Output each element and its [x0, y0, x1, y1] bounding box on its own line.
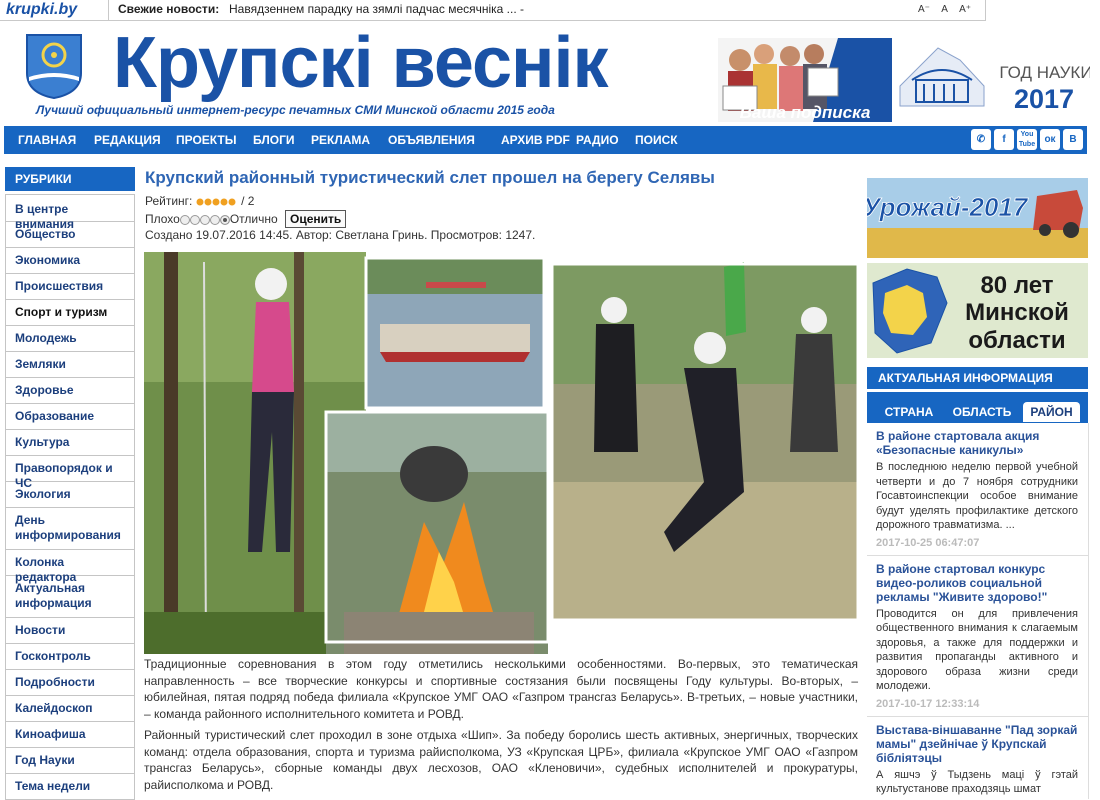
font-decrease-button[interactable]: A⁻ [918, 4, 930, 15]
rubric-society[interactable]: Общество [5, 222, 135, 248]
site-tagline: Лучший официальный интернет-ресурс печатных СМИ Минской области 2015 года [36, 103, 555, 117]
article-meta: Создано 19.07.2016 14:45. Автор: Светлана Гринь. Просмотров: 1247. [145, 228, 536, 242]
vote-bad-label: Плохо [145, 212, 180, 226]
font-normal-button[interactable]: A [941, 4, 948, 15]
rubric-countrymen[interactable]: Земляки [5, 352, 135, 378]
article-vote [145, 210, 346, 228]
nav-item-home[interactable]: ГЛАВНАЯ [18, 133, 77, 147]
year-of-science-banner-image [898, 46, 1090, 114]
rubric-sport-tourism[interactable]: Спорт и туризм [5, 300, 135, 326]
news-item-title[interactable]: В районе стартовала акция «Безопасные каникулы» [876, 429, 1040, 457]
rubric-youth[interactable]: Молодежь [5, 326, 135, 352]
vote-radio-5[interactable] [220, 215, 230, 225]
site-logo[interactable]: krupki.by [6, 1, 78, 18]
rubric-topic-of-week[interactable]: Тема недели [5, 774, 135, 800]
harvest-banner-image [867, 178, 1088, 258]
news-item-body: А яшчэ ў Тыдзень маці ў гэтай культустанове праходзяць шмат [876, 768, 1078, 795]
rubrics-heading-label: РУБРИКИ [15, 172, 72, 186]
font-increase-button[interactable]: A⁺ [959, 4, 972, 15]
district-news-list [867, 423, 1089, 799]
minsk-banner-line3: области [968, 327, 1066, 354]
article-photo-collage[interactable] [144, 252, 858, 654]
rubric-law-order[interactable]: Правопорядок и ЧС [5, 456, 135, 482]
top-bar [0, 0, 986, 21]
news-item-body: В последнюю неделю первой учебной четверти и до 7 ноября сотрудники Госавтоинспекции особое внимание будут уделять профилактике детского дорожного травматизма. ... [876, 461, 1078, 531]
minsk-banner-line1: 80 лет [980, 272, 1054, 299]
nav-item-radio[interactable]: РАДИО [576, 133, 619, 147]
vote-radio-3[interactable] [200, 215, 210, 225]
rubric-incidents[interactable]: Происшествия [5, 274, 135, 300]
nav-item-search[interactable]: ПОИСК [635, 133, 678, 147]
phone-icon[interactable]: ✆ [971, 129, 991, 150]
news-item-title[interactable]: Выстава-віншаванне "Пад зоркай мамы" дзейнічае ў Крупскай бібліятэцы [876, 722, 1078, 765]
subscription-banner-text: Ваша подписка [739, 103, 871, 122]
odnoklassniki-icon[interactable]: ок [1040, 129, 1060, 150]
vote-radio-1[interactable] [180, 215, 190, 225]
year-of-science-year: 2017 [1013, 84, 1075, 114]
tab-district[interactable]: РАЙОН [1023, 402, 1080, 422]
subscription-banner[interactable] [718, 38, 892, 122]
rubric-details[interactable]: Подробности [5, 670, 135, 696]
actual-info-heading-label: АКТУАЛЬНАЯ ИНФОРМАЦИЯ [878, 371, 1053, 385]
rubric-economy[interactable]: Экономика [5, 248, 135, 274]
fresh-news-label: Свежие новости: [118, 2, 220, 16]
rubric-movie-poster[interactable]: Киноафиша [5, 722, 135, 748]
fresh-news-ticker[interactable]: Навядзеннем парадку на зямлі падчас месячніка ... - [229, 2, 525, 16]
site-title[interactable]: Крупскі веснік [113, 23, 608, 103]
nav-item-blogs[interactable]: БЛОГИ [253, 133, 295, 147]
coat-of-arms-icon[interactable] [25, 33, 83, 99]
rubric-information-day[interactable]: День информирования [5, 508, 135, 550]
year-of-science-label: ГОД НАУКИ [999, 63, 1090, 82]
news-item-title[interactable]: В районе стартовал конкурс видео-роликов социальной рекламы "Живите здорово!" [876, 561, 1048, 604]
rating-count: / 2 [241, 194, 255, 208]
minsk-banner-line2: Минской [965, 299, 1069, 326]
article-rating [145, 194, 254, 208]
harvest-banner-text: Урожай-2017 [867, 192, 1028, 222]
youtube-icon[interactable]: You Tube [1018, 131, 1036, 148]
rubric-health[interactable]: Здоровье [5, 378, 135, 404]
divider [108, 0, 109, 20]
news-item-body: Проводится он для привлечения общественного внимания к слагаемым здоровья, а также для поддержки и развития пропаганды активного и здорового образа жизни среди молодежи. [876, 607, 1078, 692]
actual-info-heading [867, 367, 1088, 389]
rubric-actual-info[interactable]: Актуальная информация [5, 576, 135, 618]
nav-item-projects[interactable]: ПРОЕКТЫ [176, 133, 237, 147]
rubrics-heading [5, 167, 135, 191]
nav-item-announcements[interactable]: ОБЪЯВЛЕНИЯ [388, 133, 475, 147]
rubric-in-focus[interactable]: В центре внимания [5, 194, 135, 222]
vote-radio-4[interactable] [210, 215, 220, 225]
nav-item-editorial[interactable]: РЕДАКЦИЯ [94, 133, 161, 147]
region-tabs [867, 392, 1088, 423]
rubric-culture[interactable]: Культура [5, 430, 135, 456]
minsk-region-80-banner[interactable] [867, 263, 1088, 358]
year-of-science-banner[interactable] [898, 46, 1090, 114]
rubric-ecology[interactable]: Экология [5, 482, 135, 508]
news-item-date: 2017-10-25 06:47:07 [876, 536, 980, 549]
tab-country[interactable]: СТРАНА [884, 405, 934, 419]
article-title: Крупский районный туристический слет прошел на берегу Селявы [145, 168, 715, 187]
minsk-region-banner-image [867, 263, 1088, 358]
font-size-controls [918, 4, 980, 15]
rate-button[interactable]: Оценить [285, 210, 346, 228]
main-navigation [4, 126, 1087, 154]
news-item [867, 717, 1088, 800]
vkontakte-icon[interactable]: В [1063, 129, 1083, 150]
rating-stars-icon [196, 198, 238, 206]
rubric-state-control[interactable]: Госконтроль [5, 644, 135, 670]
rubric-education[interactable]: Образование [5, 404, 135, 430]
photo-watermark: krupki.by [775, 627, 844, 646]
rubric-kaleidoscope[interactable]: Калейдоскоп [5, 696, 135, 722]
facebook-icon[interactable]: f [994, 129, 1014, 150]
nav-item-pdf-archive[interactable]: АРХИВ PDF [501, 133, 570, 147]
article-photo-image [144, 252, 858, 654]
rubrics-list [5, 194, 135, 800]
article-paragraph-1: Традиционные соревнования в этом году отметились несколькими особенностями. Во-первых, это тематическая направленность – все творческие конкурсы и спортивные состязания были посвящены Году культуры. Во-вторых, – юбилейная, пятая подряд победа филиала «Крупское УМГ ОАО «Газпром трансгаз Беларусь». В-третьих, – новые участники, – команда районного исполнительного комитета и РОВД. [144, 657, 858, 721]
nav-item-advertising[interactable]: РЕКЛАМА [311, 133, 371, 147]
rubric-year-of-science[interactable]: Год Науки [5, 748, 135, 774]
rubric-news[interactable]: Новости [5, 618, 135, 644]
harvest-2017-banner[interactable] [867, 178, 1088, 258]
news-item [867, 423, 1088, 556]
news-item-date: 2017-10-17 12:33:14 [876, 697, 980, 710]
subscription-banner-image [718, 38, 892, 122]
vote-radio-2[interactable] [190, 215, 200, 225]
rating-label: Рейтинг: [145, 194, 193, 208]
news-item [867, 556, 1088, 717]
rubric-editor-column[interactable]: Колонка редактора [5, 550, 135, 576]
tab-region[interactable]: ОБЛАСТЬ [952, 405, 1012, 419]
vote-good-label: Отлично [229, 212, 278, 226]
article-paragraph-2: Районный туристический слет проходил в зоне отдыха «Шип». За победу боролись шесть активных, энергичных, творческих команд: отдела образования, спорта и туризма райисполкома, УЗ «Крупская ЦРБ», филиала «Крупское УМГ ОАО «Газпром трансгаз Беларусь», сборные команды двух лесхозов, ОАО «Кленовичи», судебных исполнителей и прокуратуры, райисполкома и РОВД. [144, 728, 858, 792]
